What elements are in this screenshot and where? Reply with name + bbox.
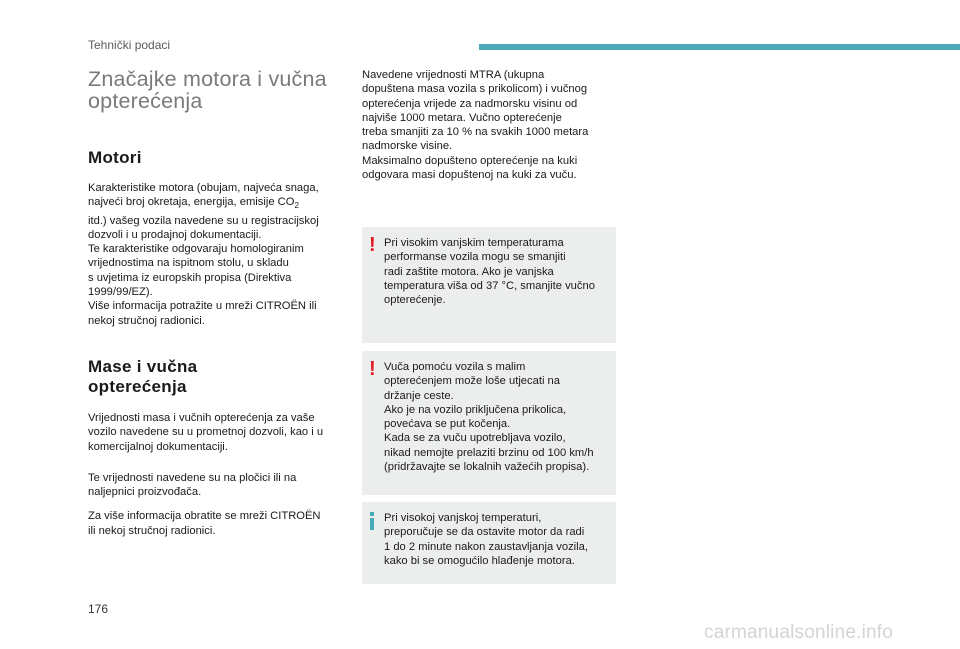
info-box-cooling: [362, 502, 616, 584]
mase-paragraph-3: Za više informacija obratite se mreži CITROËN ili nekoj stručnoj radionici.: [88, 510, 321, 537]
warning-box-towing: [362, 351, 616, 495]
warning-text-temperature: Pri visokim vanjskim temperaturama performanse vozila mogu se smanjiti radi zaštite motora. Ako je vanjska temperatura viša od 37 °C, smanjite vučno opterećenje.: [384, 237, 595, 307]
mase-heading: Mase i vučna opterećenja: [88, 356, 198, 396]
mase-paragraph-1: Vrijednosti masa i vučnih opterećenja za vaše vozilo navedene su u prometnoj dozvoli, kao i u komercijalnoj dokumentaciji.: [88, 411, 324, 453]
mase-paragraph-2: Te vrijednosti navedene su na pločici ili na naljepnici proizvođača.: [88, 471, 297, 499]
section-header: Tehnički podaci: [88, 38, 171, 52]
mtra-paragraph: Navedene vrijednosti MTRA (ukupna dopuštena masa vozila s prikolicom) i vučnog opterećenja vrijede za nadmorsku visinu od najviše 1000 metara. Vučno opterećenje treba smanjiti za 10 % na svakih 1000 metara nadmorske visine. Maksimalno dopušteno opterećenje na kuki odgovara masi dopuštenoj na kuki za vuču.: [362, 69, 589, 182]
warning-icon: !: [369, 234, 376, 256]
page-title: Značajke motora i vučna opterećenja: [88, 67, 327, 113]
motori-text-part2: itd.) vašeg vozila navedene su u registracijskoj dozvoli i u prodajnoj dokumentaciji. Te karakteristike odgovaraju homologiranim vrijednostima na ispitnom stolu, u skladu s uvjetima iz europskih propisa (Direktiva 1999/99/EZ). Više informacija potražite u mreži CITROËN ili nekoj stručnoj radionici.: [88, 214, 319, 327]
page-number: 176: [88, 602, 109, 616]
watermark: carmanualsonline.info: [704, 622, 894, 643]
motori-heading: Motori: [88, 148, 142, 167]
warning-text-towing: Vuča pomoću vozila s malim opterećenjem može loše utjecati na držanje ceste. Ako je na vozilo priključena prikolica, povećava se put kočenja. Kada se za vuču upotrebljava vozilo, nikad nemojte prelaziti brzinu od 100 km/h (pridržavajte se lokalnih važećih propisa).: [384, 361, 594, 474]
left-column: [88, 68, 344, 538]
motori-text: [88, 181, 344, 328]
right-column: [362, 68, 617, 182]
info-icon: [369, 512, 375, 529]
header-accent-bar: [479, 44, 960, 50]
warning-icon: !: [369, 358, 376, 380]
warning-box-temperature: [362, 227, 616, 343]
co2-subscript: 2: [294, 201, 299, 211]
motori-text-part1: Karakteristike motora (obujam, najveća snaga, najveći broj okretaja, energija, emisije CO: [88, 182, 319, 209]
info-text-cooling: Pri visokoj vanjskoj temperaturi, preporučuje se da ostavite motor da radi 1 do 2 minute nakon zaustavljanja vozila, kako bi se omogućilo hlađenje motora.: [384, 512, 588, 567]
